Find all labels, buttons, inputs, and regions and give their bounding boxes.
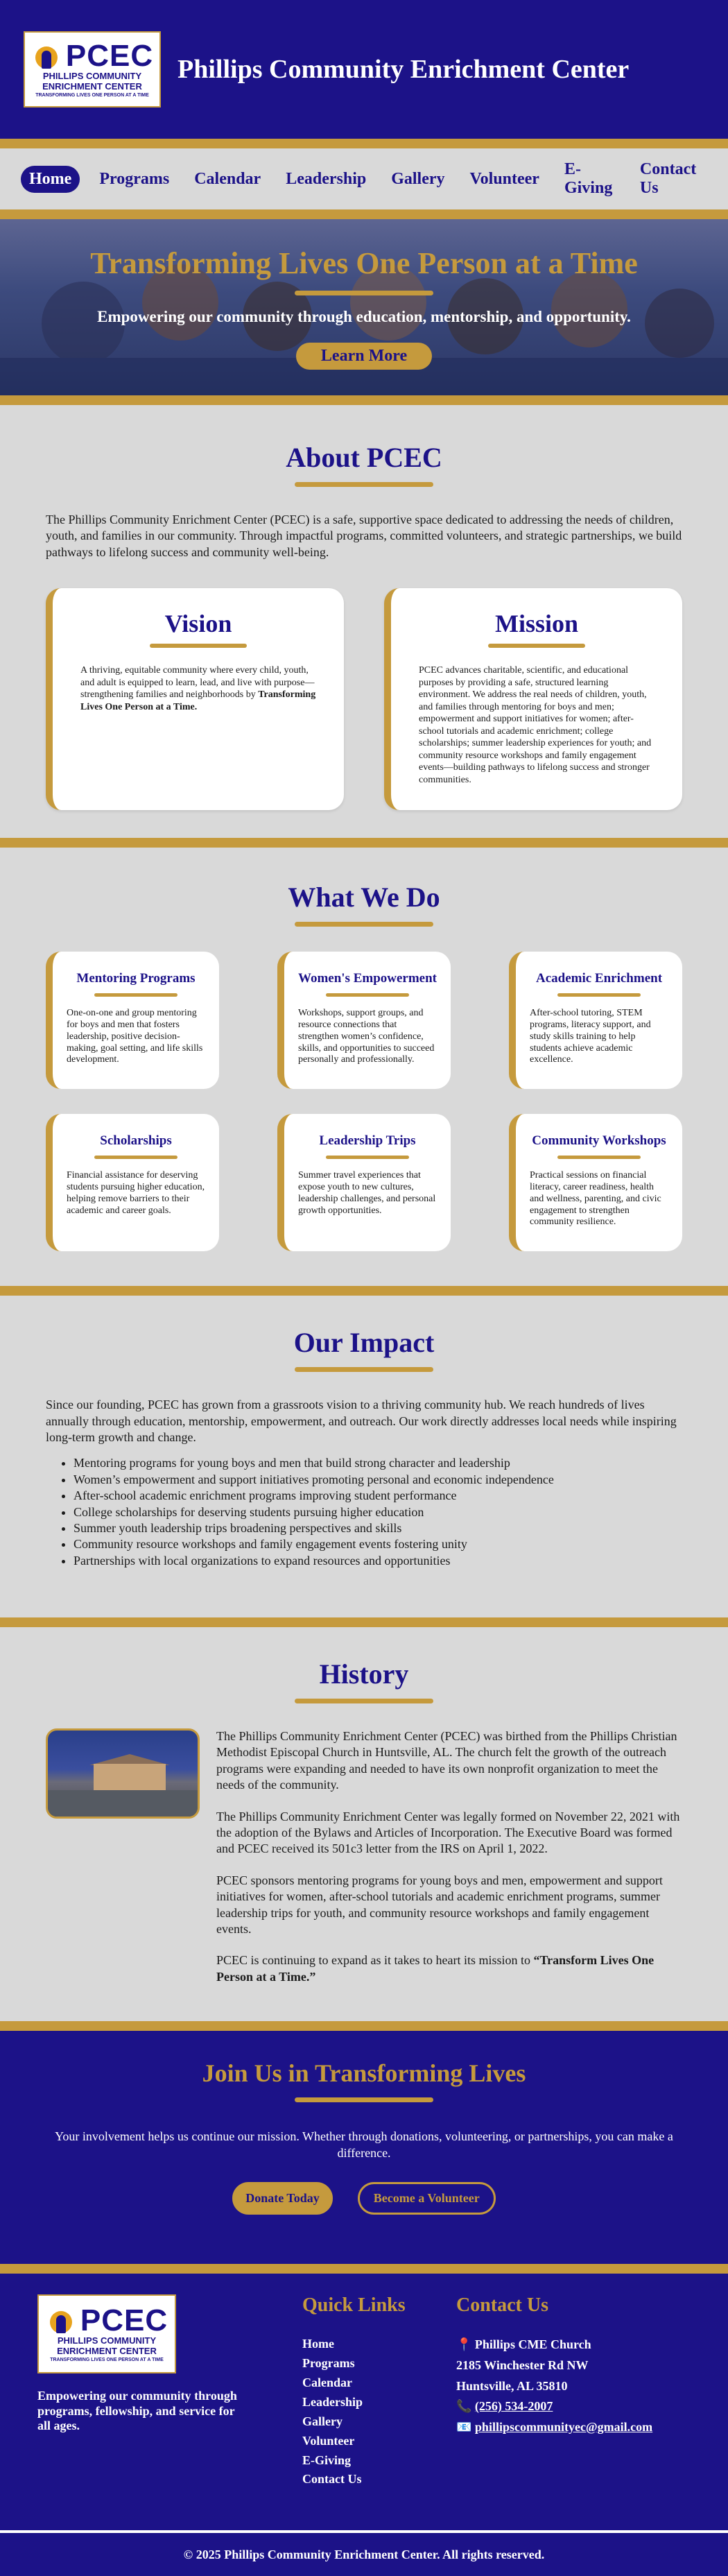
sun-person-icon [31,41,62,71]
about-text: The Phillips Community Enrichment Center (PCEC) is a safe, supportive space dedicated to addressing the needs of children, youth, and families in our community. Through impactful programs, committed volunteers, and strategic partnerships, we build pathways to lifelong success and community well-being. [46,513,682,559]
list-item: • Partnerships with local organizations to expand resources and opportunities [73,1553,682,1569]
sun-person-icon [46,2305,76,2336]
what-we-do-title: What We Do [288,882,440,913]
divider [0,139,728,148]
history-paragraph-2: The Phillips Community Enrichment Center was legally formed on November 22, 2021 with the adoption of the Bylaws and Articles of Incorporation. The Executive Board was formed and PCEC received its 501c3 letter from the IRS on April 1, 2022. [216,1809,680,1856]
divider [150,644,247,648]
card-text: Workshops, support groups, and resource connections that strengthen women’s confidence, skills, and opportunities to succeed personally and professionally. [298,1008,435,1065]
divider [94,993,177,997]
about-title: About PCEC [286,442,442,473]
footer-link-egiving[interactable]: E-Giving [302,2453,352,2467]
divider [295,922,433,927]
divider [0,1286,728,1296]
address-line-2: Huntsville, AL 35810 [456,2378,568,2393]
divider [326,1156,409,1159]
vision-title: Vision [164,610,232,638]
church-photo [46,1728,200,1819]
logo-line-1: PHILLIPS COMMUNITY [57,2335,157,2346]
logo-line-2: ENRICHMENT CENTER [57,2345,157,2356]
site-title: Phillips Community Enrichment Center [177,55,630,84]
logo-line-2: ENRICHMENT CENTER [42,80,142,92]
nav-contact[interactable]: Contact Us [639,160,697,197]
impact-list [73,1455,682,1569]
card-scholarships [46,1114,219,1251]
donate-button[interactable]: Donate Today [232,2182,333,2215]
divider [326,993,409,997]
history-paragraph-1: The Phillips Community Enrichment Center (PCEC) was birthed from the Phillips Christian Methodist Episcopal Church in Huntsville, AL. The church felt the growth of the outreach programs were expanding and needed to have its own nonprofit organization to meet the needs of the community. [216,1729,677,1792]
history-section [0,1627,728,2021]
divider [295,1367,433,1372]
volunteer-button[interactable]: Become a Volunteer [358,2182,496,2215]
card-text: Practical sessions on financial literacy, career readiness, health and wellness, parenting, and civic engagement to strengthen community resilience. [530,1170,661,1228]
join-title: Join Us in Transforming Lives [202,2059,526,2088]
card-leadership-trips [277,1114,451,1251]
nav-gallery[interactable]: Gallery [391,169,445,188]
logo-tagline: TRANSFORMING LIVES ONE PERSON AT A TIME [50,2357,164,2362]
card-text: Financial assistance for deserving students pursuing higher education, helping remove barriers to their academic and career goals. [67,1170,205,1216]
divider [488,644,585,648]
impact-section [0,1296,728,1617]
footer-logo[interactable] [37,2294,176,2373]
card-title: Academic Enrichment [535,971,663,986]
card-title: Leadership Trips [319,1133,416,1149]
divider [295,1699,433,1703]
history-paragraph-4: PCEC is continuing to expand as it takes to heart its mission to “Transform Lives One Person at a Time.” [216,1953,655,1984]
main-nav [0,148,728,209]
map-pin-icon: 📍 [456,2337,472,2352]
divider [295,482,433,487]
vision-text: A thriving, equitable community where every child, youth, and adult is equipped to learn, lead, and live with purpose— strengthening families and neighborhoods by Transforming Lives One Person at a Time. [80,665,316,712]
divider [557,993,641,997]
card-text: One-on-one and group mentoring for boys and men that fosters leadership, positive decision-making, goal setting, and life skills development. [67,1008,203,1065]
list-item: • Women’s empowerment and support initiatives promoting personal and economic independence [73,1472,682,1488]
history-title: History [319,1658,409,1690]
phone-link[interactable]: (256) 534-2007 [474,2399,553,2414]
footer-link-leadership[interactable]: Leadership [302,2394,363,2409]
phone-row [456,2396,652,2417]
card-text: Summer travel experiences that expose youth to new cultures, leadership challenges, and personal growth opportunities. [298,1170,436,1216]
hero-banner [0,219,728,395]
footer-link-calendar[interactable]: Calendar [302,2375,352,2389]
impact-title: Our Impact [293,1327,435,1359]
list-item: • Community resource workshops and family engagement events fostering unity [73,1536,682,1552]
nav-programs[interactable]: Programs [99,169,170,188]
card-womens-empowerment [277,952,451,1089]
logo-text: PCEC [65,39,154,74]
list-item: • After-school academic enrichment programs improving student performance [73,1488,682,1504]
footer-link-gallery[interactable]: Gallery [302,2414,343,2428]
quick-links-title: Quick Links [302,2294,406,2317]
divider [0,2264,728,2274]
divider [0,395,728,405]
mission-card [384,588,682,810]
address-line-1: 2185 Winchester Rd NW [456,2358,589,2372]
card-title: Scholarships [100,1133,172,1149]
pcec-logo[interactable] [24,31,161,108]
nav-leadership[interactable]: Leadership [286,169,367,188]
nav-calendar[interactable]: Calendar [194,169,261,188]
card-title: Women's Empowerment [298,971,437,986]
nav-egiving[interactable]: E-Giving [564,160,613,197]
divider [94,1156,177,1159]
what-we-do-section [0,848,728,1286]
impact-text: Since our founding, PCEC has grown from a grassroots vision to a thriving community hub. We reach hundreds of lives annually through education, mentorship, empowerment, and outreach. Our work directly addresses local needs while inspiring long-term growth and change. [46,1398,677,1444]
nav-volunteer[interactable]: Volunteer [469,169,539,188]
contact-name-row: 📍 Phillips CME Church [456,2337,591,2352]
mail-icon: 📧 [456,2419,472,2434]
card-community-workshops [509,1114,682,1251]
learn-more-button[interactable]: Learn More [296,343,432,370]
divider [0,2021,728,2031]
footer-link-programs[interactable]: Programs [302,2356,355,2371]
card-title: Community Workshops [532,1133,666,1149]
phone-icon: 📞 [456,2399,472,2414]
join-text: Your involvement helps us continue our mission. Whether through donations, volunteering, or partnerships, you can make a difference. [55,2129,673,2160]
join-section [0,2031,728,2264]
card-title: Mentoring Programs [76,971,196,986]
email-row [456,2417,652,2438]
footer-link-contact[interactable]: Contact Us [302,2472,362,2487]
nav-home[interactable]: Home [21,166,80,193]
email-link[interactable]: phillipscommunityec@gmail.com [474,2419,653,2434]
logo-line-1: PHILLIPS COMMUNITY [42,71,142,82]
card-mentoring [46,952,219,1089]
copyright: © 2025 Phillips Community Enrichment Center. All rights reserved. [0,2530,728,2576]
divider [295,291,433,295]
card-text: After-school tutoring, STEM programs, literacy support, and study skills training to help students achieve academic excellence. [530,1008,651,1065]
about-section [0,405,728,838]
divider [0,1617,728,1627]
card-academic-enrichment [509,952,682,1089]
list-item: • Summer youth leadership trips broadening perspectives and skills [73,1520,682,1536]
footer-tagline: Empowering our community through programs, fellowship, and service for all ages. [37,2389,237,2433]
site-footer [0,2274,728,2530]
contact-title: Contact Us [456,2294,548,2317]
footer-link-volunteer[interactable]: Volunteer [302,2433,355,2448]
divider [0,838,728,848]
vision-card [46,588,344,810]
site-header [0,0,728,139]
list-item: • Mentoring programs for young boys and men that build strong character and leadership [73,1455,682,1471]
mission-text: PCEC advances charitable, scientific, and educational purposes by providing a safe, structured learning environment. We address the real needs of children, youth, and families through mentoring for boys and men; empowerment and support initiatives for women; after-school tutorials and academic enrichment; college scholarships; summer leadership experiences for youth; and community resource workshops and family engagement events—building pathways to lifelong success and stronger communities. [419,665,652,785]
logo-tagline: TRANSFORMING LIVES ONE PERSON AT A TIME [35,92,149,98]
mission-title: Mission [494,610,579,638]
divider [295,2097,433,2102]
footer-link-home[interactable]: Home [302,2337,334,2351]
list-item: • College scholarships for deserving students pursuing higher education [73,1504,682,1520]
divider [557,1156,641,1159]
hero-title: Transforming Lives One Person at a Time [90,246,638,280]
hero-subtitle: Empowering our community through education, mentorship, and opportunity. [97,307,631,325]
history-paragraph-3: PCEC sponsors mentoring programs for young boys and men, empowerment and support initiatives for women, after-school tutorials and academic enrichment programs, summer leadership trips for youth, and community resource workshops and family engagement events. [216,1873,663,1936]
logo-text: PCEC [80,2303,168,2338]
divider [0,209,728,219]
